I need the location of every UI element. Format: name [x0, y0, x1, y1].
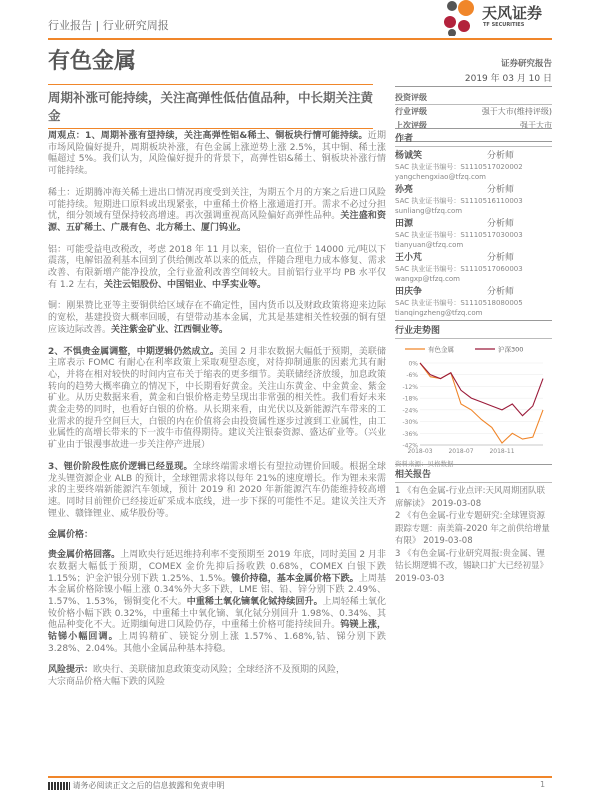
author-entry [395, 184, 552, 216]
related-report-item[interactable]: 1 《有色金属-行业点评:天风周期团队联席解读》 2019-03-08 [395, 486, 546, 509]
industry-trend-chart [395, 341, 555, 453]
author-name: 田源 [395, 219, 414, 229]
summary-paragraph: 周观点：1、周期补涨有望持续，关注高弹性铝&稀土、铜板块行情可能持续。近期市场风险偏好提升，周期板块补涨，有色金属上涨逆势上涨 2.5%，其中铜、稀土涨幅超过 5%。我们认为，风险偏好提升的背景下，高弹性铝&稀土、铜板块补涨行情可能持续。 [48, 131, 386, 177]
author-entry [395, 218, 552, 250]
legend-label: 有色金属 [428, 345, 454, 354]
author-sac: SAC 执业证书编号：S1110516110003 [395, 197, 523, 205]
report-subtitle: 周期补涨可能持续，关注高弹性低估值品种，中长期关注黄金 [48, 84, 373, 129]
rating-label: 上次评级 [395, 121, 427, 130]
rating-value: 强于大市(维持评级) [481, 107, 552, 116]
rare-earth-paragraph: 稀土：近期腾冲海关稀土进出口情况再度受到关注，为期五个月的方案之后进口风险可能持续。短期进口原料或出现紧张，中重稀土价格上涨通道打开。需求不必过分担忧，细分领域有望保持较高增速。再次强调重视高风险偏好高弹性品种。关注盛和资源、五矿稀土、广晟有色、北方稀土、厦门钨业。 [48, 187, 386, 233]
series-line-hs300 [420, 363, 543, 416]
logo-icon [440, 0, 480, 36]
x-tick-label: 2018-11 [489, 448, 515, 453]
y-tick-label: -18% [402, 395, 418, 403]
author-email[interactable]: tianqingzheng@tfzq.com [395, 309, 483, 317]
rating-row [395, 105, 552, 119]
brand-name: 天风证券 [482, 4, 543, 22]
chart-source: 资料来源：贝格数据 [395, 460, 454, 468]
legend-label: 沪深300 [498, 345, 524, 354]
report-date: 2019 年 03 月 10 日 [395, 71, 552, 87]
aluminum-paragraph: 铝：可能受益电改税改，考虑 2018 年 11 月以来，铝价一直位于 14000 元/吨以下震荡，电解铝盈利基本回到了供给侧改革以来的低点，伴随合理电力成本修复、需求改善、有限新增产能净投放，全行业盈利改善空间较大。目前铝行业平均 PB 水平仅有 1.2 左右，关注云铝股份、中国铝业、中孚实业等。 [48, 244, 386, 290]
author-entry [395, 150, 552, 182]
author-sac: SAC 执业证书编号：S1110517030003 [395, 231, 523, 239]
author-sac: SAC 执业证书编号：S1110517020002 [395, 163, 523, 171]
rating-label: 行业评级 [395, 107, 427, 116]
y-tick-label: -30% [402, 419, 418, 427]
page-number: 1 [540, 780, 546, 789]
y-tick-label: -6% [406, 372, 418, 380]
lithium-paragraph: 3、锂价阶段性底价逻辑已经显现。全球终端需求增长有望拉动锂价回暖。根据全球龙头锂资源企业 ALB 的预计，全球锂需求将以每年 21%的速度增长。作为锂未来需求的主要终端新能源汽车领域，预计 2019 和 2020 年新能源汽车仍能维持较高增速。同时目前锂价已经接近矿采成本底线，进一步下探的可能性不足。建议关注天齐锂业、赣锋锂业、威华股份等。 [48, 461, 386, 519]
y-tick-label: -12% [402, 383, 418, 391]
page-title: 有色金属 [48, 49, 137, 74]
author-name: 田庆争 [395, 287, 423, 297]
author-role: 分析师 [486, 219, 514, 229]
authors-block [395, 128, 552, 320]
related-section: 相关报告 [395, 464, 552, 483]
author-email[interactable]: sunliang@tfzq.com [395, 207, 463, 215]
chart-block [395, 320, 552, 468]
footer-divider [48, 776, 552, 778]
authors-section: 作者 [395, 128, 552, 147]
author-sac: SAC 执业证书编号：S1110517060003 [395, 265, 523, 273]
header-divider [48, 38, 552, 40]
author-role: 分析师 [486, 185, 514, 195]
author-name: 王小芃 [395, 253, 423, 263]
author-email[interactable]: wangxp@tfzq.com [395, 275, 460, 283]
author-role: 分析师 [486, 287, 514, 297]
author-name: 孙亮 [395, 185, 414, 195]
x-tick-label: 2018-07 [448, 448, 474, 453]
author-entry [395, 286, 552, 318]
risk-paragraph: 风险提示：欧央行、美联储加息政策变动风险；全球经济不及预期的风险，大宗商品价格大幅下跌的风险 [48, 665, 346, 688]
report-category: 行业报告 | 行业研究周报 [48, 19, 169, 32]
footer-disclaimer: 请务必阅读正文之后的信息披露和免责申明 [48, 780, 225, 791]
related-report-item[interactable]: 2 《有色金属-行业专题研究:全球锂资源跟踪专题：南美篇-2020 年之前供给增量有限》 2019-03-08 [395, 511, 550, 546]
author-name: 杨诚笑 [395, 151, 423, 161]
metal-prices-heading: 金属价格： [48, 530, 94, 541]
author-entry [395, 252, 552, 284]
related-reports [395, 464, 552, 585]
author-role: 分析师 [486, 253, 514, 263]
author-email[interactable]: yangchengxiao@tfzq.com [395, 173, 486, 181]
precious-metals-paragraph: 2、不惧贵金属调整，中期逻辑仍然成立。美国 2 月非农数据大幅低于预期，美联储主席表示 FOMC 有耐心在利率政策上采取观望态度，对待抑制通胀的因素尤其有耐心，并将在相对较快的时间内宣布关于缩表的更多细节。美联储经济放缓，加息政策转向的趋势大概率确立的情况下，中长期看好黄金。关注山东黄金、中金黄金、紫金矿业。从历史数据来看，黄金和白银价格走势呈现出非常强的相关性。我们看好未来黄金走势的同时，也看好白银的价格。从长期来看，由光伏以及新能源汽车带来的工业需求的提升空间巨大，白银的内在价值将会由投资属性逐步过渡到工业属性，由工业属性的高增长带来的下一波牛市值得期待。建议关注银泰资源、盛达矿业等。（兴业矿业由于银漫事故进一步关注停产进展） [48, 346, 387, 451]
brand-logo [440, 0, 560, 36]
x-tick-label: 2018-03 [407, 448, 433, 453]
y-tick-label: -42% [402, 442, 418, 450]
y-tick-label: -24% [402, 407, 418, 415]
author-role: 分析师 [486, 151, 514, 161]
y-tick-label: 0% [408, 360, 418, 368]
report-type: 证券研究报告 [500, 59, 552, 69]
qr-code-icon [48, 782, 70, 790]
copper-paragraph: 铜：刚果赞比亚等主要铜供给区域存在不确定性，国内货币以及财政政策将迎来边际的宽松，基建投资大概率回暖，有望带动基本金属，尤其是基建相关性较强的铜有望应该边际改善。关注紫金矿业、江西铜业等。 [48, 301, 386, 335]
chart-section-title: 行业走势图 [395, 320, 552, 339]
rating-value: 强于大市 [520, 121, 552, 130]
report-body [48, 131, 386, 699]
author-email[interactable]: tianyuan@tfzq.com [395, 241, 464, 249]
rating-section: 投资评级 [395, 91, 552, 105]
y-tick-label: -36% [402, 430, 418, 438]
metal-prices-paragraph: 贵金属价格回落。上周欧央行延迟维持利率不变预期至 2019 年底，同时美国 2 月非农数据大幅低于预期，COMEX 金价先抑后扬收跌 0.68%，COMEX 白银下跌 1.15%；沪金沪银分别下跌 1.25%、1.5%。镍价持稳，基本金属价格下跌。上周基本金属价格除镍小幅上涨 0.34%外大多下跌，LME 铝、铅、锌分别下跌 2.49%、1.57%、1.53%，锡铜变化不大。中重稀土氧化镝氧化铽持续回升。上周轻稀土氧化钕价格小幅下跌 0.32%，中重稀土中氧化镝、氧化铽分别回升 1.98%、0.34%、其他品种变化不大。近期缅甸进口风险仍存，中重稀土价格可能持续回升。钨镁上涨，钴锑小幅回调。上周钨精矿、镁锭分别上涨 1.57%、1.68%,钴、锑分别下跌 3.28%、2.04%。其他小金属品种基本持稳。 [48, 550, 386, 654]
brand-name-en: TF SECURITIES [483, 22, 525, 28]
related-report-item[interactable]: 3 《有色金属-行业研究周报:贵金属、锂钴长期逻辑不改，锡缺口扩大已经初显》 2019-03-03 [395, 548, 549, 584]
author-sac: SAC 执业证书编号：S1110518080005 [395, 299, 523, 307]
